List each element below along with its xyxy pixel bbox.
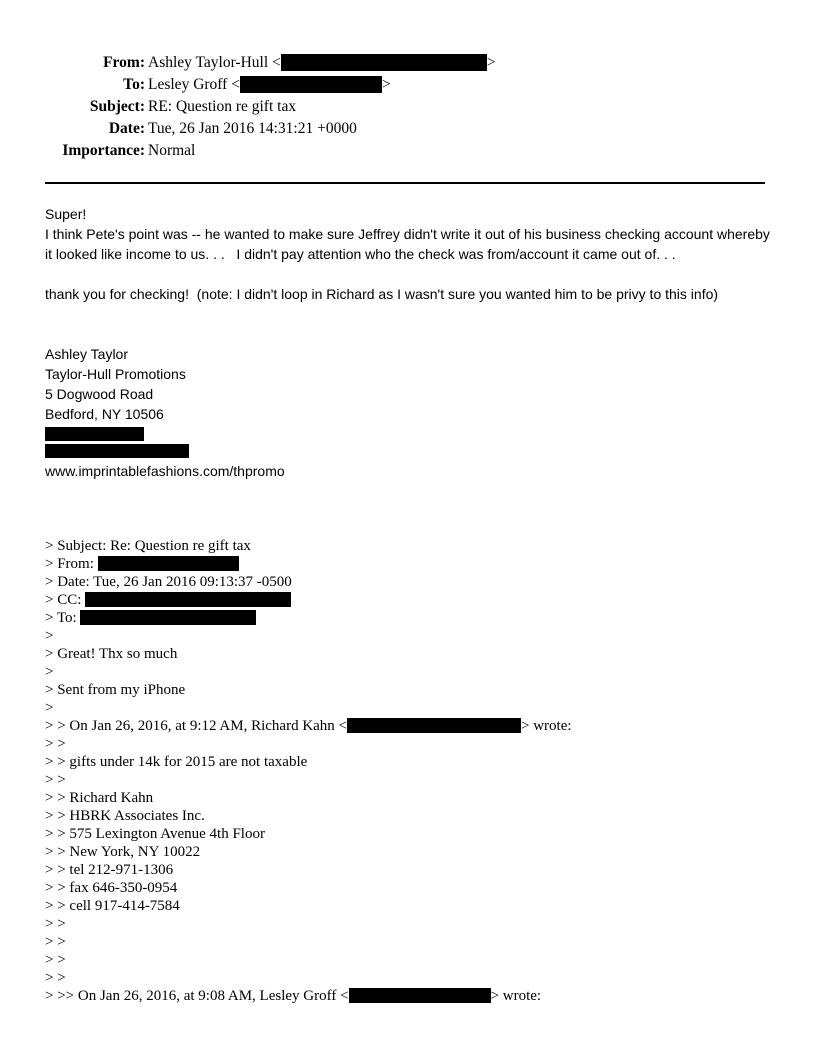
to-value <box>148 74 391 96</box>
quoted-line <box>45 717 785 735</box>
redacted-block <box>347 718 521 733</box>
quoted-thread <box>45 537 785 1005</box>
from-name: Ashley Taylor-Hull < <box>148 54 281 71</box>
quoted-line: > Sent from my iPhone <box>45 682 186 698</box>
redacted-block <box>45 444 189 458</box>
body-greeting: Super! <box>45 206 87 222</box>
message-body <box>45 204 774 481</box>
quoted-line: > <box>45 628 54 644</box>
quoted-line <box>45 987 785 1005</box>
spacer <box>45 264 770 284</box>
date-label: Date: <box>108 120 145 137</box>
subject-label: Subject: <box>89 98 145 115</box>
signature-website: www.imprintablefashions.com/thpromo <box>45 463 285 479</box>
signature-name: Ashley Taylor <box>45 346 129 362</box>
importance-value: Normal <box>148 142 196 159</box>
quoted-line: > > New York, NY 10022 <box>45 844 201 860</box>
quoted-cc-label: > CC: <box>45 592 86 608</box>
header-divider <box>45 182 765 184</box>
quoted-richard-wrote: > wrote: <box>521 718 572 734</box>
quoted-line: > > gifts under 14k for 2015 are not taxable <box>45 754 308 770</box>
to-name: Lesley Groff < <box>148 76 240 93</box>
signature-city: Bedford, NY 10506 <box>45 406 164 422</box>
quoted-line: > Date: Tue, 26 Jan 2016 09:13:37 -0500 <box>45 574 292 590</box>
from-label: From: <box>103 54 145 71</box>
importance-row <box>0 140 816 162</box>
quoted-line: > > cell 917-414-7584 <box>45 898 180 914</box>
quoted-from-label: > From: <box>45 556 98 572</box>
quoted-line: > Subject: Re: Question re gift tax <box>45 538 251 554</box>
to-row <box>0 74 816 96</box>
body-paragraph: I think Pete's point was -- he wanted to make sure Jeffrey didn't write it out of his business checking account whereby it looked like income to us. . . I didn't pay attention who the check was from/account it came out of. . . <box>45 226 774 262</box>
importance-label: Importance: <box>62 142 145 159</box>
from-value <box>148 52 496 74</box>
from-close: > <box>486 54 496 71</box>
spacer <box>45 304 770 324</box>
quoted-line: > <box>45 664 54 680</box>
quoted-line: > > <box>45 952 66 968</box>
quoted-line <box>45 591 785 609</box>
quoted-line: > Great! Thx so much <box>45 646 178 662</box>
to-close: > <box>381 76 391 93</box>
redacted-block <box>281 54 487 71</box>
subject-row <box>0 96 816 118</box>
quoted-line: > <box>45 700 54 716</box>
date-value: Tue, 26 Jan 2016 14:31:21 +0000 <box>148 120 357 137</box>
from-row <box>0 52 816 74</box>
subject-value: RE: Question re gift tax <box>148 98 297 115</box>
redacted-block <box>85 592 291 607</box>
quoted-richard-intro: > > On Jan 26, 2016, at 9:12 AM, Richard Kahn < <box>45 718 348 734</box>
quoted-line: > > <box>45 772 66 788</box>
signature-company: Taylor-Hull Promotions <box>45 366 186 382</box>
quoted-line: > > <box>45 934 66 950</box>
quoted-line: > > Richard Kahn <box>45 790 154 806</box>
spacer <box>45 324 770 344</box>
quoted-line: > > <box>45 736 66 752</box>
quoted-line: > > HBRK Associates Inc. <box>45 808 205 824</box>
quoted-line: > > tel 212-971-1306 <box>45 862 174 878</box>
quoted-line <box>45 555 785 573</box>
quoted-line: > > 575 Lexington Avenue 4th Floor <box>45 826 265 842</box>
to-label: To: <box>123 76 145 93</box>
signature-address: 5 Dogwood Road <box>45 386 154 402</box>
quoted-to-label: > To: <box>45 610 81 626</box>
redacted-block <box>240 76 382 93</box>
email-header <box>0 52 816 162</box>
redacted-block <box>45 427 144 441</box>
quoted-line: > > <box>45 916 66 932</box>
redacted-block <box>349 988 491 1003</box>
quoted-line: > > <box>45 970 66 986</box>
body-thanks: thank you for checking! (note: I didn't loop in Richard as I wasn't sure you wanted him to be privy to this info) <box>45 286 719 302</box>
redacted-block <box>80 610 256 625</box>
quoted-lesley-intro: > >> On Jan 26, 2016, at 9:08 AM, Lesley Groff < <box>45 988 349 1004</box>
date-row <box>0 118 816 140</box>
redacted-block <box>98 556 239 571</box>
quoted-lesley-wrote: > wrote: <box>490 988 542 1004</box>
quoted-line: > > fax 646-350-0954 <box>45 880 178 896</box>
quoted-line <box>45 609 785 627</box>
